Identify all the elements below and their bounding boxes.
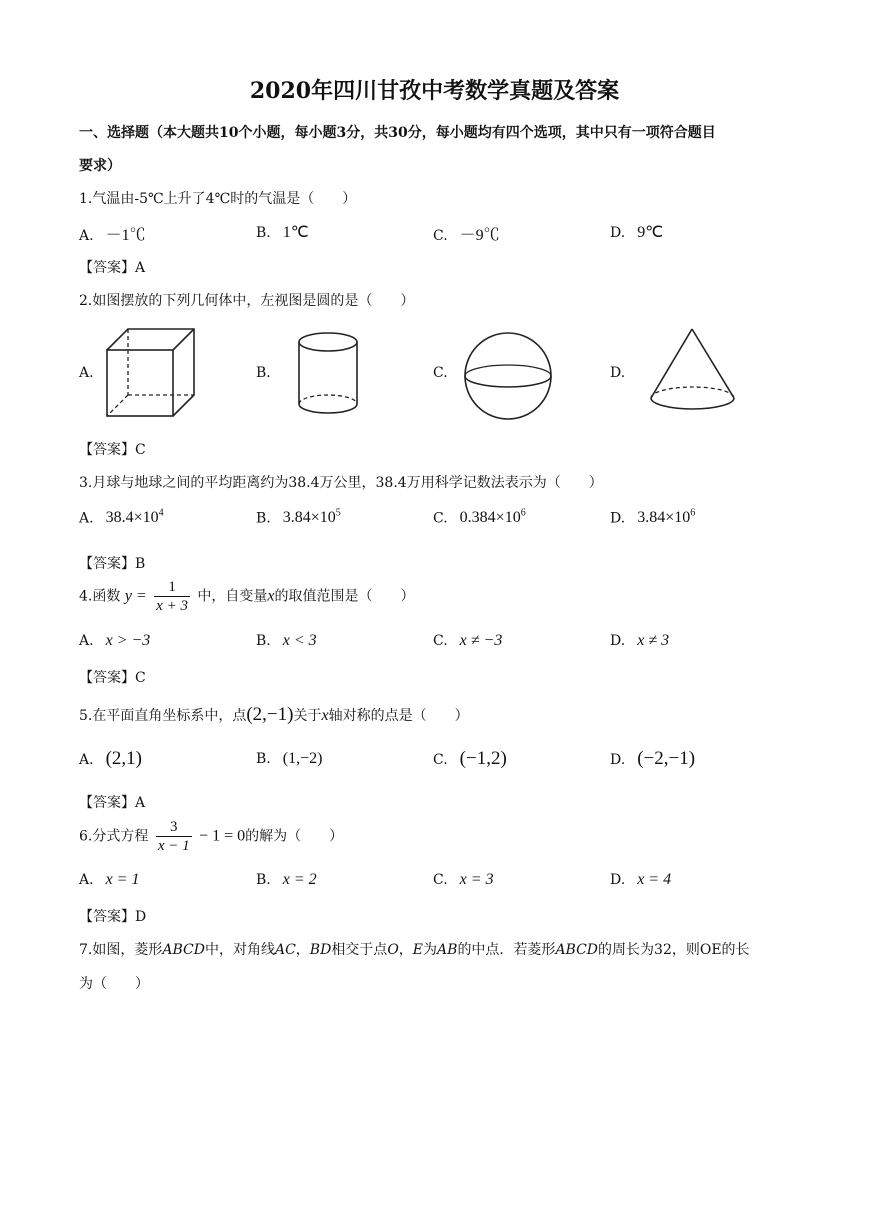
cylinder-icon bbox=[296, 330, 360, 420]
section-heading-line1: 一、选择题（本大题共10个小题，每小题3分，共30分，每小题均有四个选项，其中只有一项符合题目 bbox=[79, 125, 716, 141]
q4-option-b: B. x < 3 bbox=[256, 632, 317, 649]
question-6-stem: 6.分式方程 $\frac{3}{x - 1}$ − 1 = 0的解为（ ） bbox=[79, 819, 344, 854]
question-4-stem: 4.函数 y = $\frac{1}{x + 3}$ 中，自变量x的取值范围是（ ） bbox=[79, 579, 415, 614]
q5-answer: 【答案】A bbox=[79, 795, 146, 811]
q1-option-b: B. 1℃ bbox=[256, 224, 309, 241]
question-2-stem: 2.如图摆放的下列几何体中，左视图是圆的是（ ） bbox=[79, 293, 415, 309]
q6-option-a: A. x = 1 bbox=[79, 871, 140, 888]
q4-fraction: $\frac{1}{x + 3}$ bbox=[156, 579, 188, 614]
q2-option-a-label: A. bbox=[79, 365, 94, 381]
cone-icon bbox=[648, 326, 738, 414]
q4-option-d: D. x ≠ 3 bbox=[610, 632, 670, 649]
cube-icon bbox=[104, 326, 200, 420]
q2-option-d-label: D. bbox=[610, 365, 626, 381]
question-3-stem: 3.月球与地球之间的平均距离约为38.4万公里，38.4万用科学记数法表示为（ ） bbox=[79, 475, 603, 491]
q3-answer: 【答案】B bbox=[79, 556, 146, 572]
q1-option-a: A. －1℃ bbox=[79, 227, 146, 244]
q6-option-b: B. x = 2 bbox=[256, 871, 317, 888]
q1-option-c: C. －9℃ bbox=[433, 227, 500, 244]
question-7-stem-line1: 7.如图，菱形ABCD中，对角线AC，BD相交于点O，E为AB的中点．若菱形ABCD的周长为32，则OE的长 bbox=[79, 942, 750, 958]
q3-option-a: A. $38.4\times 10^4$ bbox=[79, 508, 164, 527]
q5-option-c: C. (−1,2) bbox=[433, 748, 507, 769]
q4-answer: 【答案】C bbox=[79, 670, 146, 686]
q6-option-d: D. x = 4 bbox=[610, 871, 672, 888]
q5-option-b: B. (1,−2) bbox=[256, 750, 323, 767]
question-5-stem: 5.在平面直角坐标系中，点(2,−1)关于x轴对称的点是（ ） bbox=[79, 704, 469, 725]
page-title: 2020年四川甘孜中考数学真题及答案 bbox=[249, 78, 620, 104]
question-7-stem-line2: 为（ ） bbox=[79, 976, 149, 992]
q2-answer: 【答案】C bbox=[79, 442, 146, 458]
q3-option-d: D. $3.84\times 10^6$ bbox=[610, 508, 696, 527]
q1-answer: 【答案】A bbox=[79, 260, 146, 276]
q3-option-c: C. $0.384\times 10^6$ bbox=[433, 508, 526, 527]
sphere-icon bbox=[462, 330, 554, 422]
q4-option-c: C. x ≠ −3 bbox=[433, 632, 503, 649]
q1-option-d: D. 9℃ bbox=[610, 224, 664, 241]
q5-option-a: A. (2,1) bbox=[79, 748, 142, 769]
q4-option-a: A. x > −3 bbox=[79, 632, 151, 649]
q3-option-b: B. $3.84\times 10^5$ bbox=[256, 508, 341, 527]
q6-fraction: $\frac{3}{x - 1}$ bbox=[157, 819, 190, 854]
q6-option-c: C. x = 3 bbox=[433, 871, 494, 888]
q6-answer: 【答案】D bbox=[79, 909, 147, 925]
q5-option-d: D. (−2,−1) bbox=[610, 748, 696, 769]
section-heading-line2: 要求） bbox=[79, 158, 121, 174]
q2-option-b-label: B. bbox=[256, 365, 271, 381]
question-1-stem: 1.气温由-5℃上升了4℃时的气温是（ ） bbox=[79, 191, 357, 207]
q2-option-c-label: C. bbox=[433, 365, 448, 381]
